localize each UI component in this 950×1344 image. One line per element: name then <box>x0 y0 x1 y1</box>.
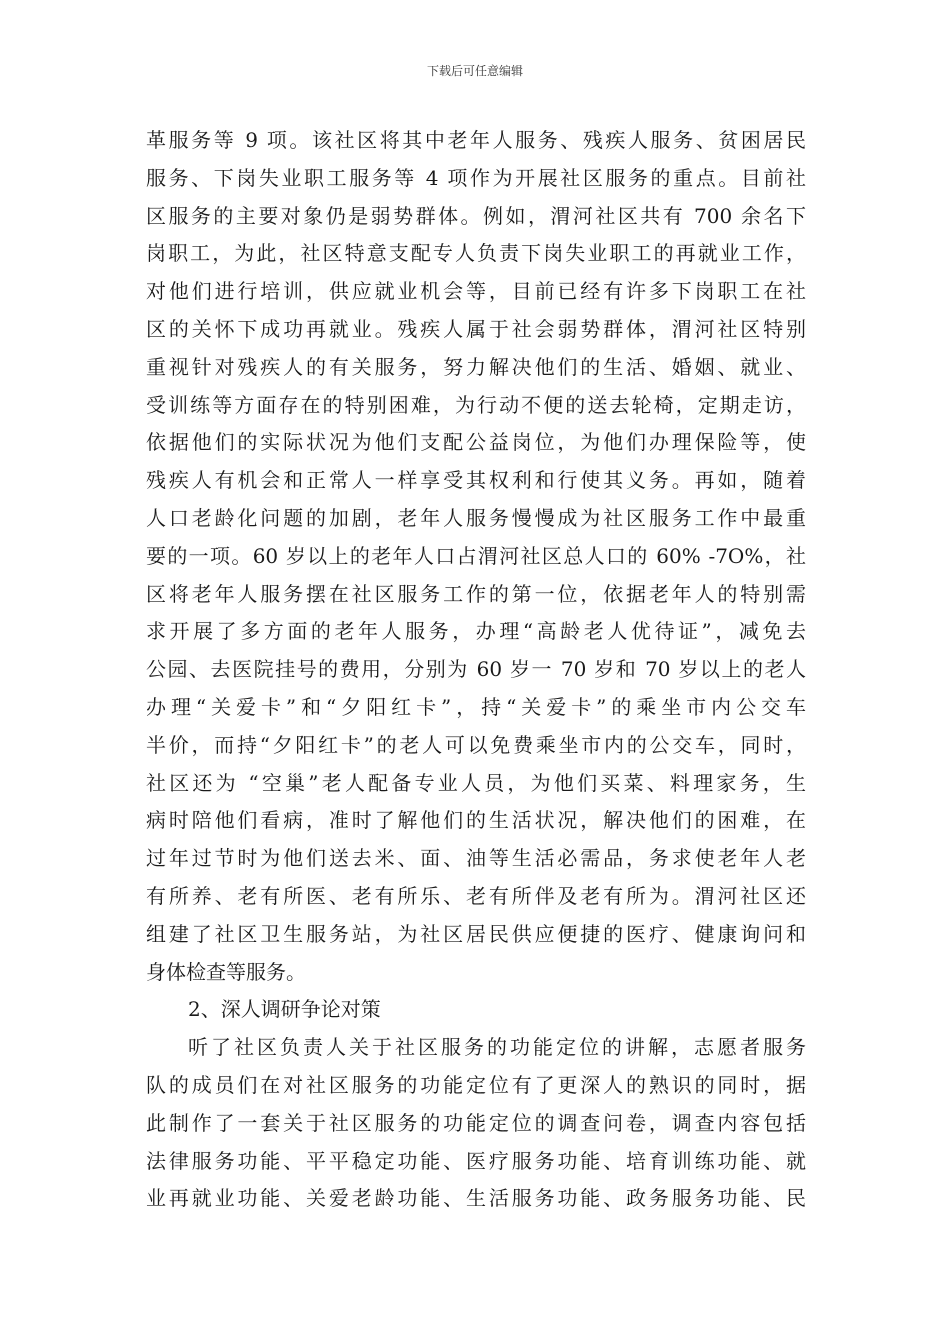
paragraph-line: 听了社区负责人关于社区服务的功能定位的讲解，志愿者服务 <box>188 1035 806 1060</box>
paragraph-line: 办理“关爱卡”和“夕阳红卡”，持“关爱卡”的乘坐市内公交车 <box>146 694 806 719</box>
paragraph-line: 法律服务功能、平平稳定功能、医疗服务功能、培育训练功能、就 <box>146 1148 806 1173</box>
paragraph-line: 区服务的主要对象仍是弱势群体。例如，渭河社区共有 700 余名下 <box>146 203 806 228</box>
paragraph-line: 服务、下岗失业职工服务等 4 项作为开展社区服务的重点。目前社 <box>146 165 806 190</box>
paragraph-line: 此制作了一套关于社区服务的功能定位的调查问卷，调查内容包括 <box>146 1110 806 1135</box>
paragraph-line: 身体检查等服务。 <box>146 959 306 984</box>
paragraph-line: 公园、去医院挂号的费用，分别为 60 岁一 70 岁和 70 岁以上的老人 <box>146 657 806 682</box>
paragraph-line: 病时陪他们看病，准时了解他们的生活状况，解决他们的困难，在 <box>146 808 806 833</box>
paragraph-line: 受训练等方面存在的特别困难，为行动不便的送去轮椅，定期走访， <box>146 392 806 417</box>
paragraph-line: 求开展了多方面的老年人服务，办理“高龄老人优待证”，减免去 <box>146 619 806 644</box>
page-header: 下载后可任意编辑 <box>426 64 523 78</box>
paragraph-line: 要的一项。60 岁以上的老年人口占渭河社区总人口的 60% -7O%，社 <box>146 543 806 568</box>
paragraph-line: 有所养、老有所医、老有所乐、老有所伴及老有所为。渭河社区还 <box>146 883 806 908</box>
paragraph-line: 过年过节时为他们送去米、面、油等生活必需品，务求使老年人老 <box>146 846 806 871</box>
body-text <box>146 122 806 1218</box>
section-heading: 2、深人调研争论对策 <box>188 997 381 1022</box>
paragraph-line: 业再就业功能、关爱老龄功能、生活服务功能、政务服务功能、民 <box>146 1186 806 1211</box>
paragraph-line: 岗职工，为此，社区特意支配专人负责下岗失业职工的再就业工作， <box>146 241 806 266</box>
paragraph-line: 组建了社区卫生服务站，为社区居民供应便捷的医疗、健康询问和 <box>146 921 806 946</box>
paragraph-line: 人口老龄化问题的加剧，老年人服务慢慢成为社区服务工作中最重 <box>146 505 806 530</box>
paragraph-line: 社区还为 “空巢”老人配备专业人员，为他们买菜、料理家务，生 <box>146 770 806 795</box>
paragraph-line: 半价，而持“夕阳红卡”的老人可以免费乘坐市内的公交车，同时， <box>146 732 806 757</box>
paragraph-line: 依据他们的实际状况为他们支配公益岗位，为他们办理保险等，使 <box>146 430 806 455</box>
paragraph-line: 队的成员们在对社区服务的功能定位有了更深人的熟识的同时，据 <box>146 1072 806 1097</box>
paragraph-line: 重视针对残疾人的有关服务，努力解决他们的生活、婚姻、就业、 <box>146 354 806 379</box>
paragraph-line: 区将老年人服务摆在社区服务工作的第一位，依据老年人的特别需 <box>146 581 806 606</box>
paragraph-line: 对他们进行培训，供应就业机会等，目前已经有许多下岗职工在社 <box>146 279 806 304</box>
paragraph-line: 残疾人有机会和正常人一样享受其权利和行使其义务。再如，随着 <box>146 468 806 493</box>
paragraph-line: 区的关怀下成功再就业。残疾人属于社会弱势群体，渭河社区特别 <box>146 316 806 341</box>
paragraph-line: 革服务等 9 项。该社区将其中老年人服务、残疾人服务、贫困居民 <box>146 128 806 152</box>
